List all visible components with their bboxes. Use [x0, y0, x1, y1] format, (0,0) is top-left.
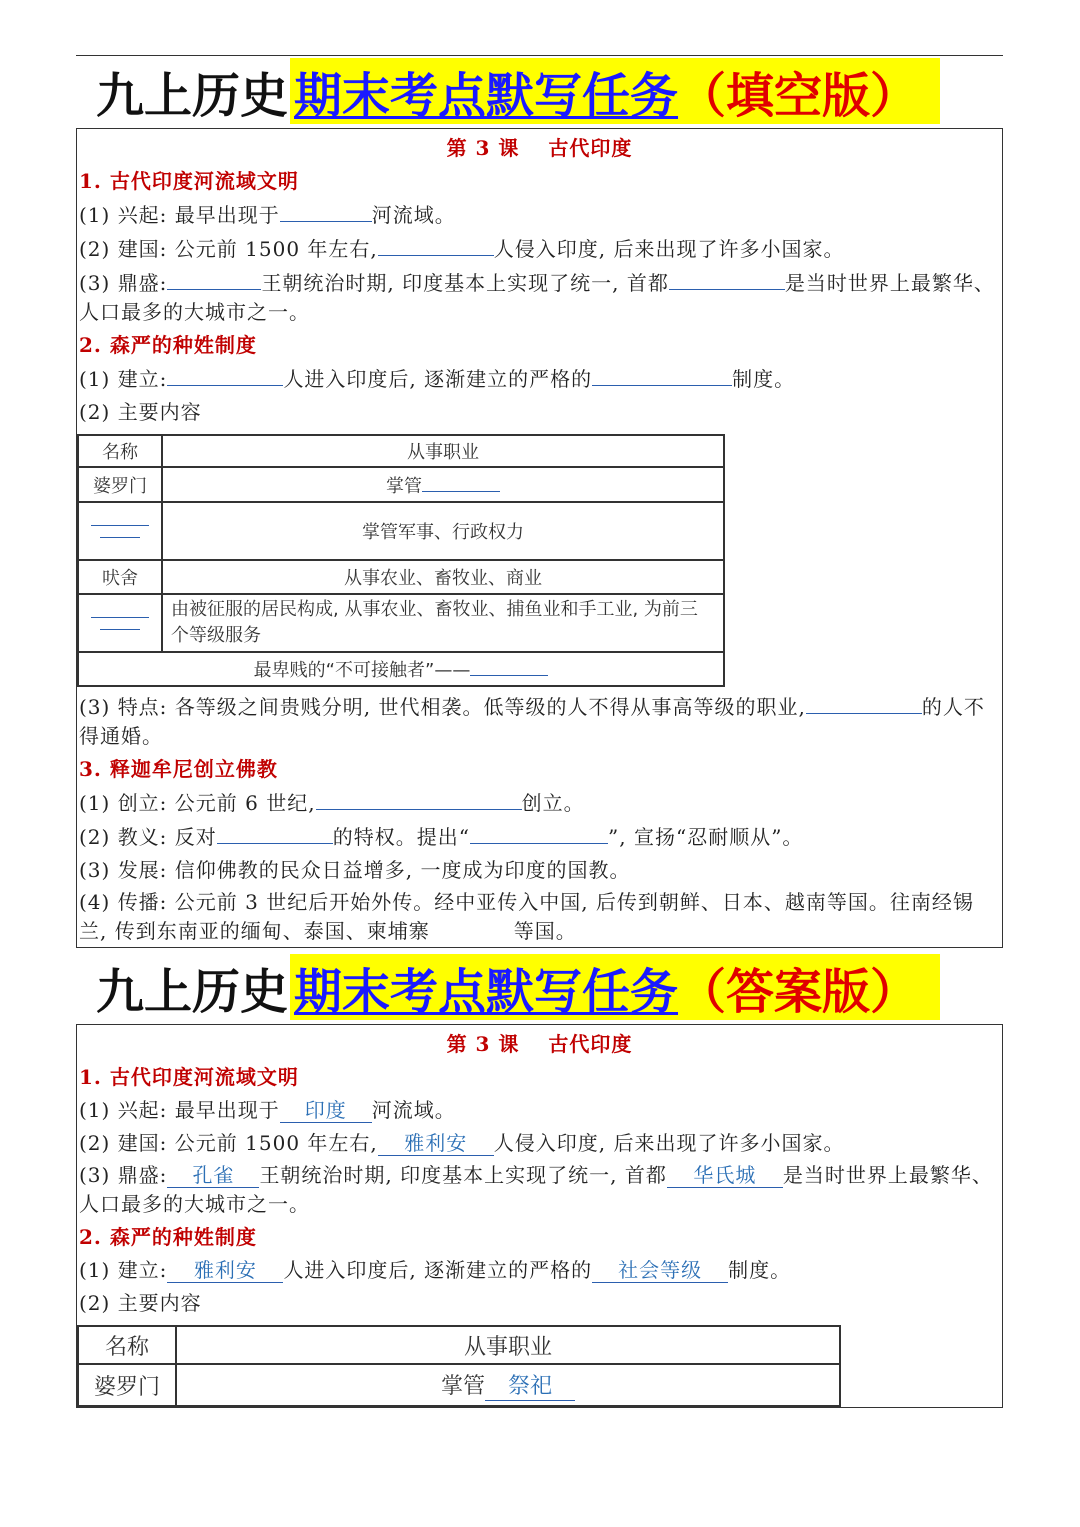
answer-text: 孔雀 [167, 1163, 259, 1188]
lesson-title: 第 3 课 古代印度 [446, 1032, 633, 1056]
caste-name: 婆罗门 [78, 467, 162, 502]
blank-field[interactable] [100, 628, 140, 630]
table-header-name: 名称 [78, 1326, 176, 1364]
untouchables-row: 最卑贱的“不可接触者”—— [78, 652, 724, 686]
table-row [78, 502, 724, 560]
title-highlight [290, 954, 940, 1020]
answer-text: 印度 [280, 1098, 372, 1123]
blank-field[interactable] [470, 821, 608, 844]
section-heading-1: 1. 古代印度河流域文明 [79, 1065, 299, 1089]
line-features: (3) 特点: 各等级之间贵贱分明, 世代相袭。低等级的人不得从事高等级的职业, 的人不得通婚。 [79, 691, 1002, 751]
table-row [78, 560, 724, 594]
blank-field[interactable] [167, 363, 283, 386]
line-founding: (2) 建国: 公元前 1500 年左右, 雅利安 人侵入印度, 后来出现了许多小国家。 [79, 1131, 845, 1155]
title-highlight [290, 58, 940, 124]
caste-job: 掌管 [162, 467, 724, 502]
caste-name: 婆罗门 [78, 1364, 176, 1406]
table-row [78, 467, 724, 502]
blank-field[interactable] [470, 657, 548, 676]
table-row [78, 594, 724, 652]
table-header-name: 名称 [78, 435, 162, 467]
line-founding: (2) 建国: 公元前 1500 年左右, 人侵入印度, 后来出现了许多小国家。 [79, 233, 1002, 265]
line-establish: (1) 建立: 雅利安 人进入印度后, 逐渐建立的严格的 社会等级 制度。 [79, 1258, 792, 1282]
title-subject: 九上历史 [96, 963, 289, 1020]
line-spread: (4) 传播: 公元前 3 世纪后开始外传。经中亚传入中国, 后传到朝鲜、日本、越南等国。往南经锡兰, 传到东南亚的缅甸、泰国、柬埔寨 等国。 [79, 890, 974, 943]
line-main-content: (2) 主要内容 [79, 1291, 202, 1315]
lesson-title: 第 3 课 古代印度 [446, 136, 633, 160]
worksheet-answer [76, 1024, 1003, 1408]
blank-field[interactable] [592, 363, 732, 386]
answer-text: 祭祀 [485, 1369, 575, 1401]
answer-text: 雅利安 [378, 1131, 494, 1156]
caste-name: 吠舍 [78, 560, 162, 594]
section-heading-3: 3. 释迦牟尼创立佛教 [79, 757, 278, 781]
line-rise: (1) 兴起: 最早出现于 河流域。 [79, 199, 1002, 231]
section-heading-1: 1. 古代印度河流域文明 [79, 169, 299, 193]
title-subject: 九上历史 [96, 67, 289, 124]
line-peak: (3) 鼎盛: 王朝统治时期, 印度基本上实现了统一, 首都 是当时世界上最繁华、人口最多的大城市之一。 [79, 267, 1002, 327]
page-title-answer [96, 954, 940, 1020]
line-founding-buddhism: (1) 创立: 公元前 6 世纪, 创立。 [79, 787, 1002, 819]
title-version: （填空版） [678, 67, 919, 124]
blank-field[interactable] [91, 524, 149, 526]
line-doctrine: (2) 教义: 反对 的特权。提出“ ”, 宣扬“忍耐顺从”。 [79, 821, 1002, 853]
blank-field[interactable] [100, 536, 140, 538]
blank-field[interactable] [91, 616, 149, 618]
line-rise: (1) 兴起: 最早出现于 印度 河流域。 [79, 1098, 456, 1122]
line-establish: (1) 建立: 人进入印度后, 逐渐建立的严格的 制度。 [79, 363, 1002, 395]
blank-field[interactable] [378, 233, 494, 256]
table-header-job: 从事职业 [176, 1326, 840, 1364]
blank-field[interactable] [217, 821, 333, 844]
section-heading-2: 2. 森严的种姓制度 [79, 1225, 257, 1249]
blank-field[interactable] [316, 787, 522, 810]
caste-job: 从事农业、畜牧业、商业 [162, 560, 724, 594]
line-development: (3) 发展: 信仰佛教的民众日益增多, 一度成为印度的国教。 [79, 858, 631, 882]
worksheet-fill [76, 128, 1003, 948]
caste-job: 掌管军事、行政权力 [162, 502, 724, 560]
caste-job: 由被征服的居民构成, 从事农业、畜牧业、捕鱼业和手工业, 为前三个等级服务 [162, 594, 724, 652]
line-peak: (3) 鼎盛: 孔雀 王朝统治时期, 印度基本上实现了统一, 首都 华氏城 是当时世界上最繁华、人口最多的大城市之一。 [79, 1163, 993, 1216]
blank-field[interactable] [280, 199, 372, 222]
table-row [78, 652, 724, 686]
caste-name-blank [78, 502, 162, 560]
answer-text: 社会等级 [592, 1258, 728, 1283]
section-heading-2: 2. 森严的种姓制度 [79, 333, 257, 357]
title-task: 期末考点默写任务 [294, 963, 679, 1020]
answer-text: 华氏城 [667, 1163, 783, 1188]
blank-field[interactable] [669, 267, 785, 290]
title-version: （答案版） [678, 963, 919, 1020]
blank-field[interactable] [422, 473, 500, 492]
line-main-content: (2) 主要内容 [79, 400, 202, 424]
caste-job: 掌管 祭祀 [176, 1364, 840, 1406]
table-header-job: 从事职业 [162, 435, 724, 467]
title-task: 期末考点默写任务 [294, 67, 679, 124]
caste-table [77, 434, 725, 687]
page-title-fill [96, 58, 940, 124]
blank-field[interactable] [806, 691, 922, 714]
caste-table [77, 1325, 841, 1407]
table-row [78, 1364, 840, 1406]
answer-text: 雅利安 [167, 1258, 283, 1283]
caste-name-blank [78, 594, 162, 652]
blank-field[interactable] [167, 267, 261, 290]
